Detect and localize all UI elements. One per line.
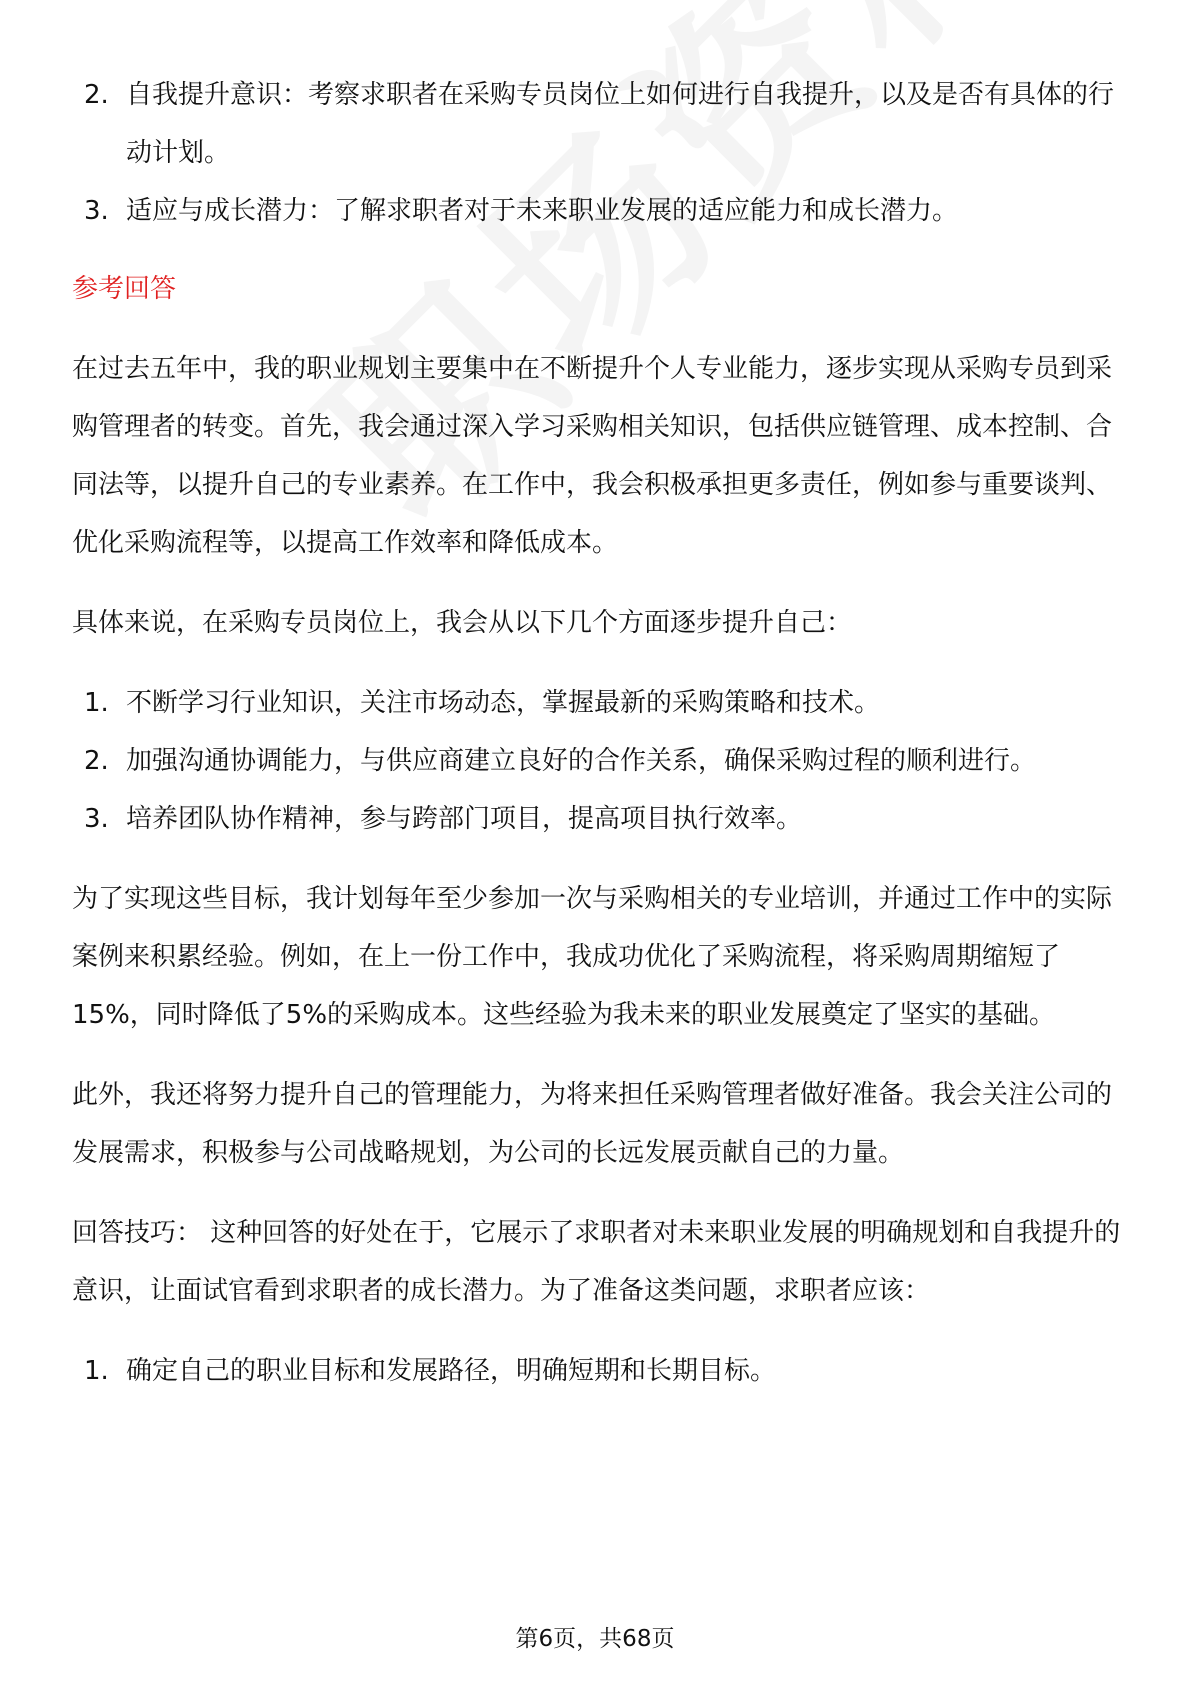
list-item [72,182,1128,240]
list-number: 3. [84,804,109,834]
list-text: 加强沟通协调能力，与供应商建立良好的合作关系，确保采购过程的顺利进行。 [126,746,1037,776]
answer-paragraph-3: 为了实现这些目标，我计划每年至少参加一次与采购相关的专业培训，并通过工作中的实际案例来积累经验。例如，在上一份工作中，我成功优化了采购流程，将采购周期缩短了15%，同时降低了5%的采购成本。这些经验为我未来的职业发展奠定了坚实的基础。 [72,884,1113,1030]
tips-paragraph: 回答技巧： 这种回答的好处在于，它展示了求职者对未来职业发展的明确规划和自我提升的意识，让面试官看到求职者的成长潜力。为了准备这类问题，求职者应该： [72,1218,1121,1306]
list-number: 1. [84,688,109,718]
section-title: 参考回答 [72,274,177,304]
list-text: 培养团队协作精神，参与跨部门项目，提高项目执行效率。 [126,804,803,834]
document-content [72,66,1128,1422]
evaluation-points-list [72,66,1128,240]
list-item [72,732,1128,790]
answer-paragraph-4: 此外，我还将努力提升自己的管理能力，为将来担任采购管理者做好准备。我会关注公司的发展需求，积极参与公司战略规划，为公司的长远发展贡献自己的力量。 [72,1080,1113,1168]
list-number: 1. [84,1356,109,1386]
list-item [72,790,1128,848]
list-text: 确定自己的职业目标和发展路径，明确短期和长期目标。 [126,1356,777,1386]
improvement-list [72,674,1128,848]
list-text: 自我提升意识：考察求职者在采购专员岗位上如何进行自我提升，以及是否有具体的行动计划。 [126,80,1115,168]
list-number: 2. [84,80,109,110]
list-number: 2. [84,746,109,776]
answer-paragraph-2: 具体来说，在采购专员岗位上，我会从以下几个方面逐步提升自己： [72,608,853,638]
tips-list [72,1342,1128,1400]
list-item [72,1342,1128,1400]
list-text: 不断学习行业知识，关注市场动态，掌握最新的采购策略和技术。 [126,688,881,718]
list-number: 3. [84,196,109,226]
page-footer: 第6页，共68页 [515,1626,675,1652]
answer-paragraph-1: 在过去五年中，我的职业规划主要集中在不断提升个人专业能力，逐步实现从采购专员到采购管理者的转变。首先，我会通过深入学习采购相关知识，包括供应链管理、成本控制、合同法等，以提升自己的专业素养。在工作中，我会积极承担更多责任，例如参与重要谈判、优化采购流程等，以提高工作效率和降低成本。 [72,354,1113,558]
list-item [72,674,1128,732]
list-text: 适应与成长潜力：了解求职者对于未来职业发展的适应能力和成长潜力。 [126,196,959,226]
list-item [72,66,1128,182]
